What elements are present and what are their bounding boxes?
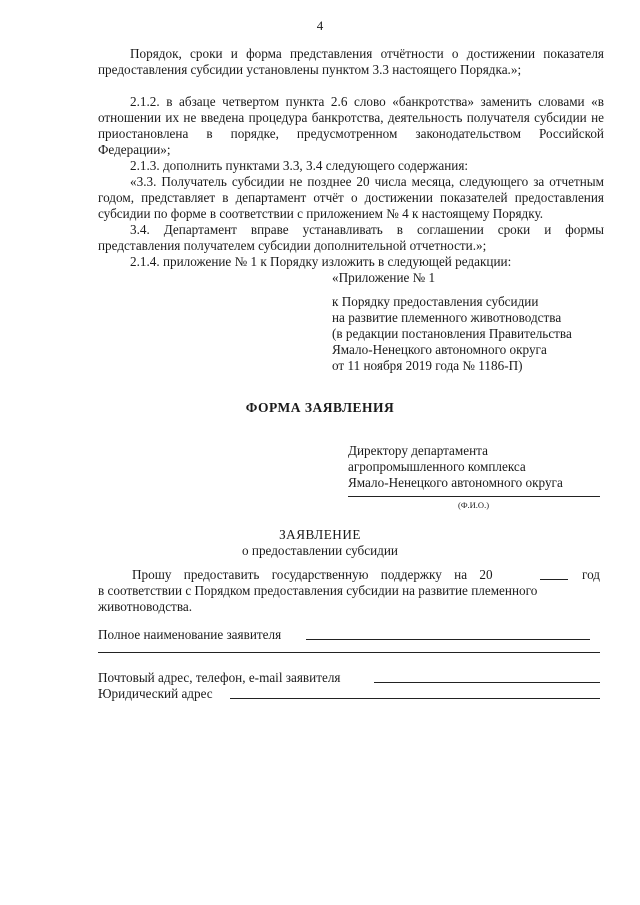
- appendix-title: «Приложение № 1: [332, 270, 436, 285]
- form-title: ФОРМА ЗАЯВЛЕНИЯ: [245, 400, 395, 415]
- paragraph-2-1-2: 2.1.2. в абзаце четвертом пункта 2.6 слово «банкротства» заменить словами «в отношении их не введена процедура банкротства, деятельность получателя субсидии не приостановлена в порядке, предусмотренном законодательством Российской Федерации»;: [98, 94, 604, 157]
- addressee-line: Директору департамента: [348, 443, 488, 458]
- paragraph-3-4: 3.4. Департамент вправе устанавливать в соглашении сроки и формы представления получателем субсидии дополнительной отчетности.»;: [98, 222, 604, 253]
- request-line-3: животноводства.: [98, 599, 193, 614]
- appendix-line: на развитие племенного животноводства: [332, 310, 562, 325]
- appendix-line: к Порядку предоставления субсидии: [332, 294, 539, 309]
- paragraph-3-3: «3.3. Получатель субсидии не позднее 20 числа месяца, следующего за отчетным годом, представляет в департамент отчёт о достижении показателей предоставления субсидии по форме в соответствии с приложением № 4 к настоящему Порядку.: [98, 174, 604, 221]
- statement-title: ЗАЯВЛЕНИЕ: [279, 527, 361, 542]
- appendix-line: (в редакции постановления Правительства: [332, 326, 572, 341]
- fio-line[interactable]: [348, 496, 600, 497]
- appendix-line: от 11 ноября 2019 года № 1186-П): [332, 358, 523, 373]
- statement-subtitle: о предоставлении субсидии: [242, 543, 398, 558]
- legal-address-field[interactable]: [230, 698, 600, 699]
- request-line-2: в соответствии с Порядком предоставления субсидии на развитие племенного: [98, 583, 538, 598]
- paragraph-2-1-4: 2.1.4. приложение № 1 к Порядку изложить в следующей редакции:: [130, 254, 512, 269]
- postal-field[interactable]: [374, 682, 600, 683]
- year-blank[interactable]: [540, 579, 568, 580]
- request-line-year: год: [582, 567, 601, 582]
- request-line-start: Прошу предоставить государственную поддержку на 20: [132, 567, 493, 582]
- postal-label: Почтовый адрес, телефон, e-mail заявителя: [98, 670, 341, 685]
- paragraph-2-1-3: 2.1.3. дополнить пунктами 3.3, 3.4 следующего содержания:: [130, 158, 469, 173]
- full-name-field-continuation[interactable]: [98, 652, 600, 653]
- paragraph-reporting-order: Порядок, сроки и форма представления отчётности о достижении показателя предоставления субсидии установлены пунктом 3.3 настоящего Порядка.»;: [98, 46, 604, 77]
- full-name-label: Полное наименование заявителя: [98, 627, 282, 642]
- legal-address-label: Юридический адрес: [98, 686, 213, 701]
- addressee-line: агропромышленного комплекса: [348, 459, 526, 474]
- full-name-field[interactable]: [306, 639, 590, 640]
- appendix-line: Ямало-Ненецкого автономного округа: [332, 342, 547, 357]
- page-number: 4: [316, 18, 324, 33]
- fio-label: (Ф.И.О.): [458, 500, 490, 510]
- addressee-line: Ямало-Ненецкого автономного округа: [348, 475, 563, 490]
